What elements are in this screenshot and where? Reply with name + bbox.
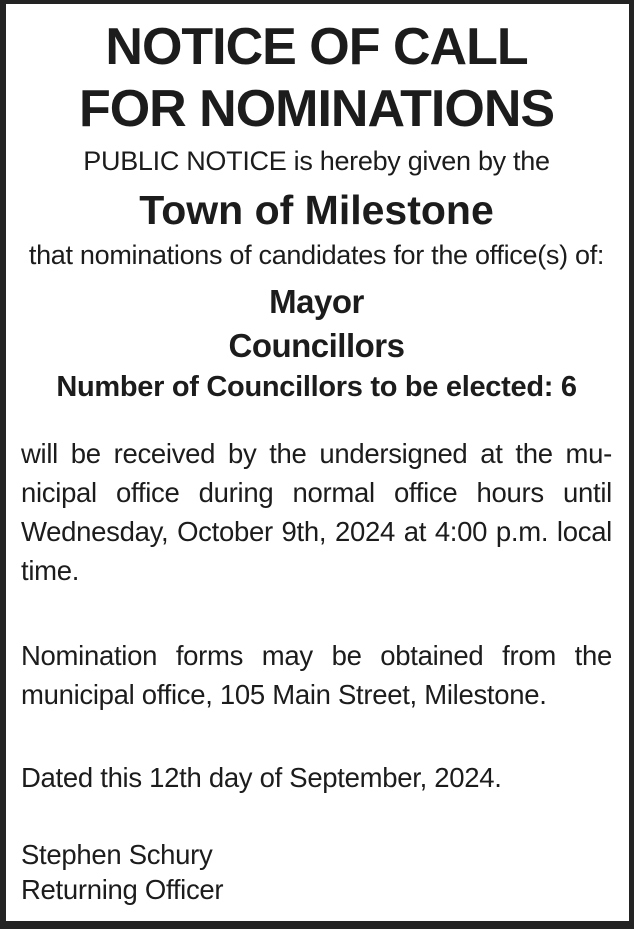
notice-title [21,16,612,140]
nominations-lead-in: that nominations of candidates for the office(s) of: [28,240,605,270]
signature-name: Stephen Schury [21,839,213,870]
office-item-mayor: Mayor [269,283,364,320]
dated-line: Dated this 12th day of September, 2024. [21,762,502,793]
paragraph-forms [21,636,612,714]
paragraph-received-line-1: will be received by the undersigned at the mu- [21,438,612,469]
municipality-name: Town of Milestone [139,187,494,233]
notice-title-line-2: FOR NOMINATIONS [78,80,555,138]
paragraph-received [21,434,612,590]
notice-content [6,16,629,907]
offices-list [21,280,612,368]
office-item-councillors: Councillors [228,327,405,364]
councillors-count-line: Number of Councillors to be elected: 6 [56,371,577,403]
signature-title: Returning Officer [21,874,224,905]
signature-block [21,837,612,907]
paragraph-forms-line-2: municipal office, 105 Main Street, Milestone. [21,679,547,710]
paragraph-received-line-2: nicipal office during normal office hours until [21,477,612,508]
notice-title-line-1: NOTICE OF CALL [105,18,528,76]
public-notice-intro: PUBLIC NOTICE is hereby given by the [83,146,550,176]
paragraph-received-line-4: time. [21,555,80,586]
paragraph-forms-line-1: Nomination forms may be obtained from the [21,640,612,671]
paragraph-received-line-3: Wednesday, October 9th, 2024 at 4:00 p.m. local [21,516,612,547]
